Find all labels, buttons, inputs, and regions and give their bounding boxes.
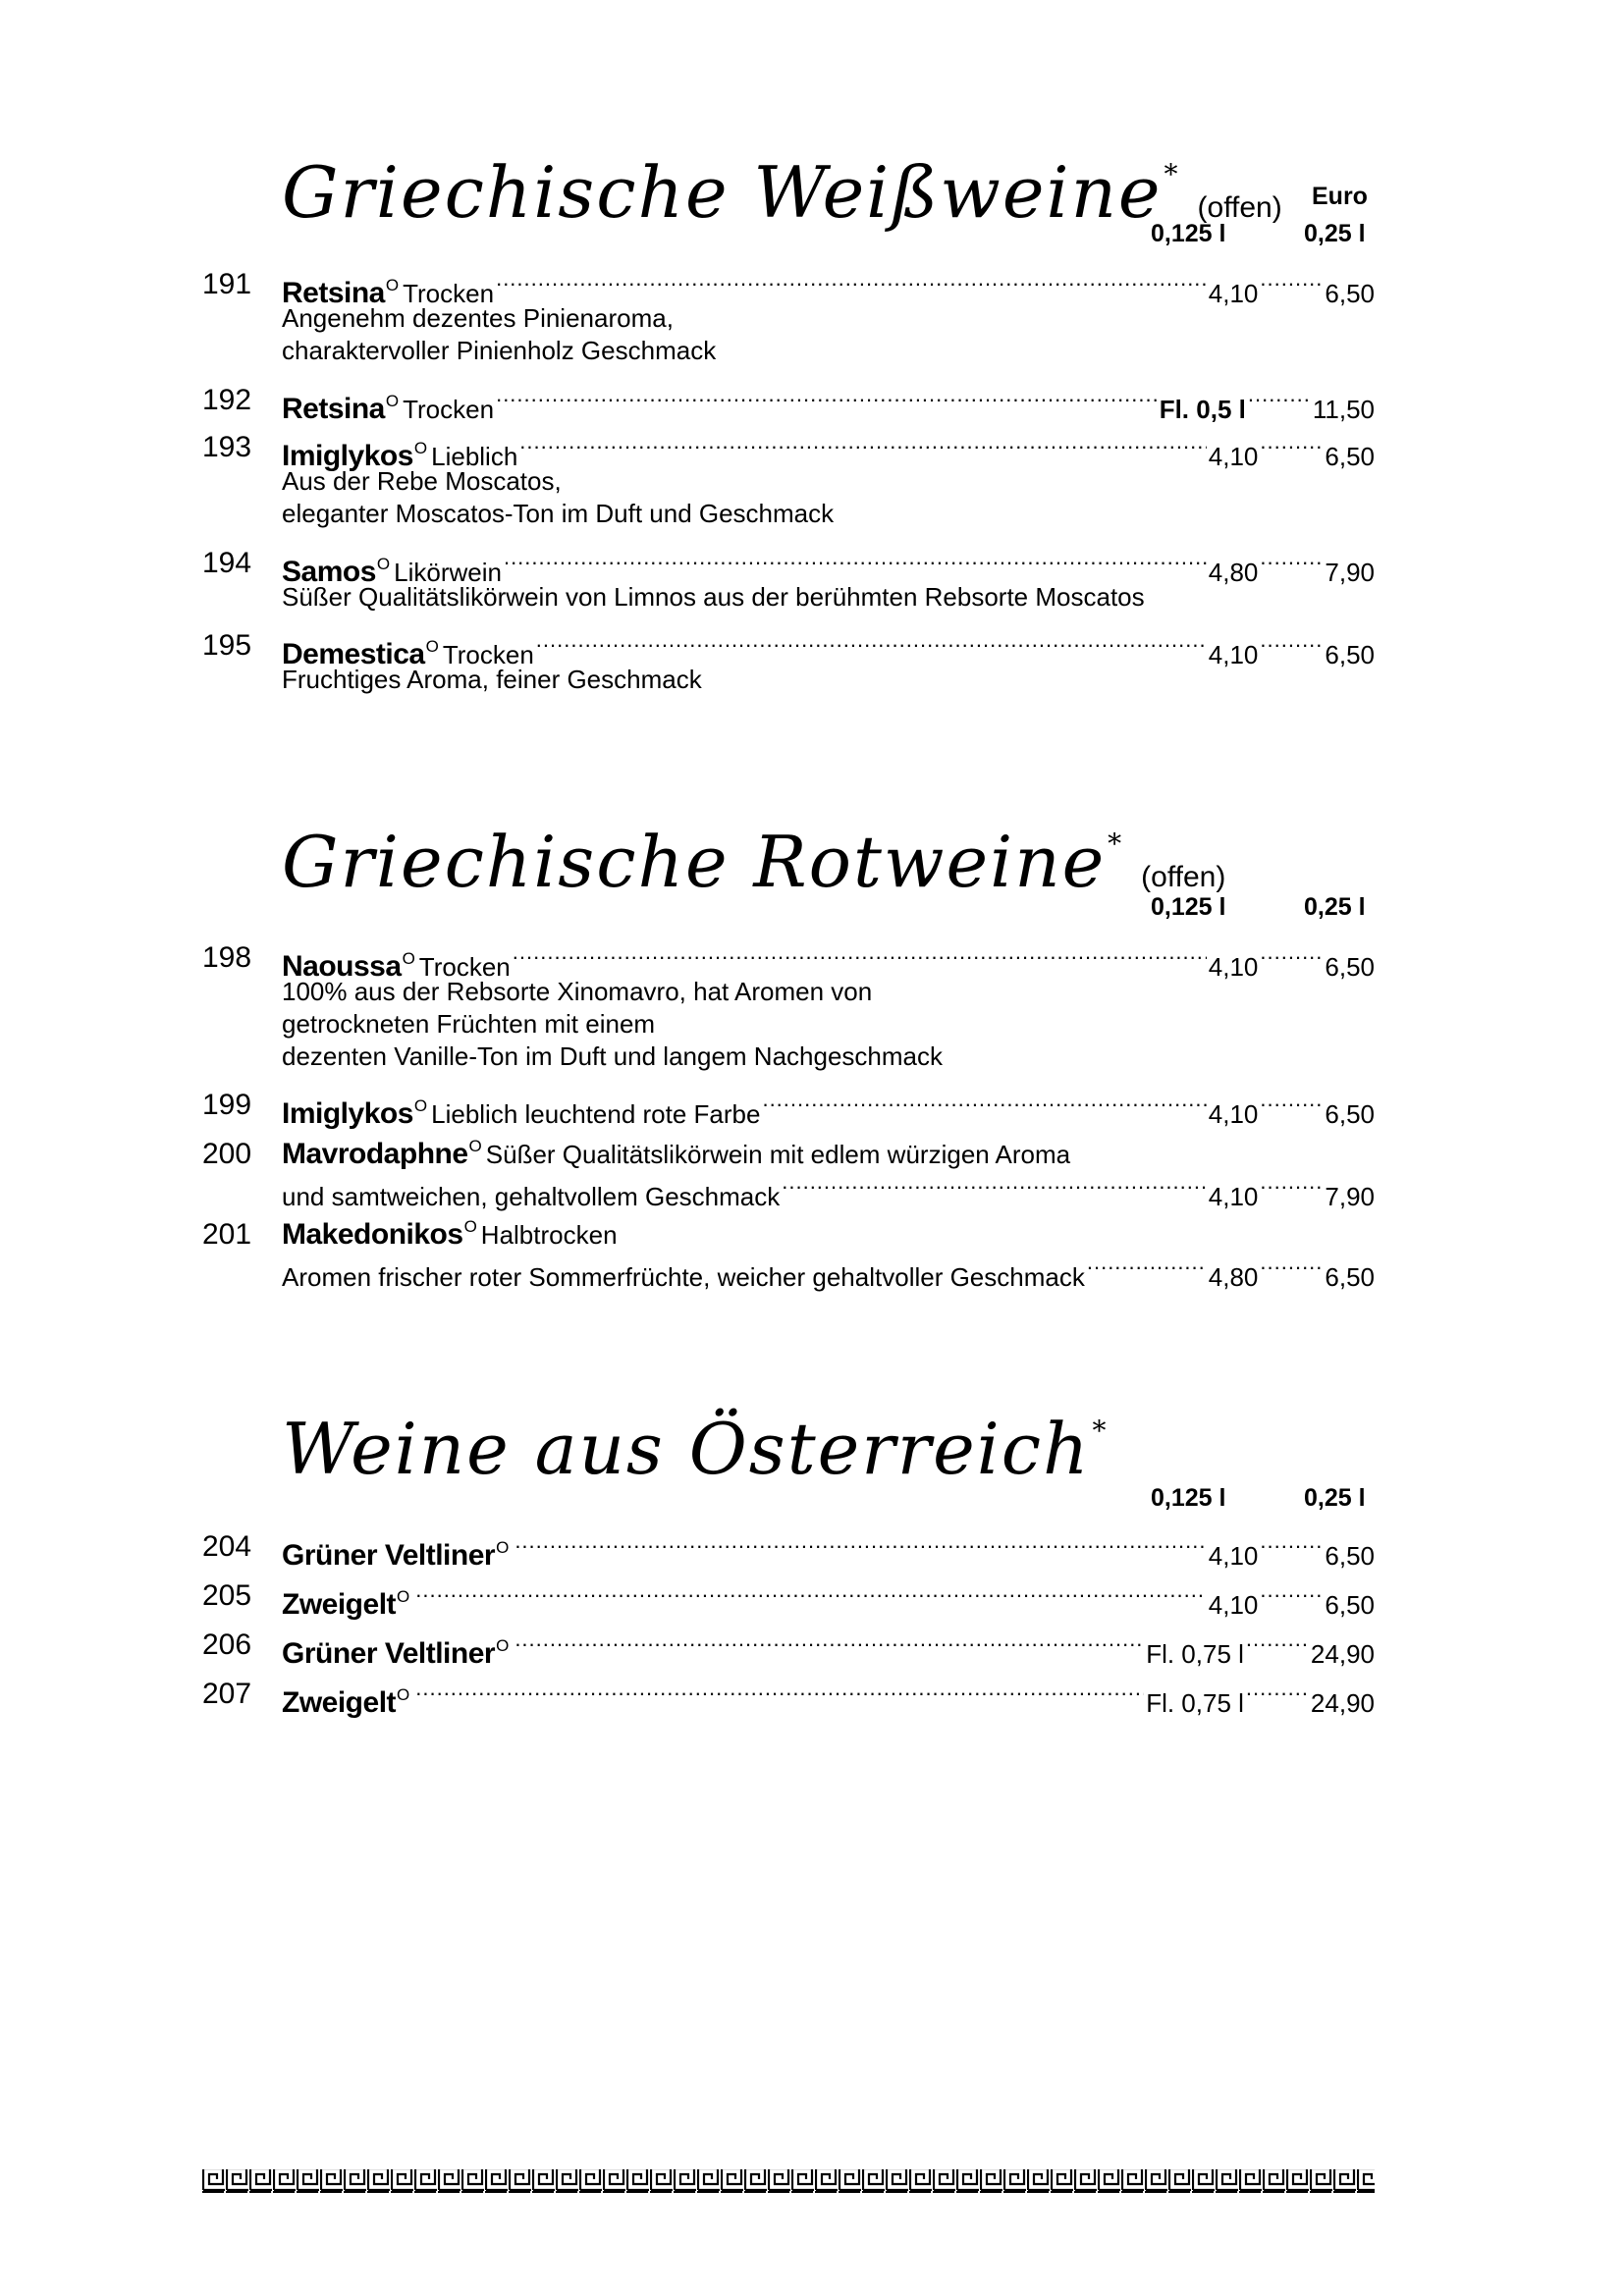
item-name: Demestica <box>282 638 425 670</box>
price-large: 6,50 <box>1325 442 1375 471</box>
item-number: 205 <box>202 1579 252 1612</box>
meander-pattern-icon <box>202 2167 1375 2197</box>
dot-leader <box>514 1529 1206 1565</box>
item-line <box>282 1578 1375 1627</box>
item-description: dezenten Vanille-Ton im Duft und langem Nachgeschmack <box>282 1041 943 1071</box>
item-quality: Lieblich leuchtend rote Farbe <box>431 1099 761 1129</box>
section-title <box>282 1408 1109 1490</box>
item-name: Grüner Veltliner <box>282 1637 496 1670</box>
price-large: 7,90 <box>1325 1182 1375 1211</box>
price-large: 7,90 <box>1325 558 1375 587</box>
item-quality: Trocken <box>403 279 495 308</box>
item-line <box>282 1088 1375 1136</box>
price-small: 4,10 <box>1208 279 1259 308</box>
item-number: 204 <box>202 1530 252 1563</box>
item-description: 100% aus der Rebsorte Xinomavro, hat Aromen von <box>282 977 873 1006</box>
allergen-ring-icon: O <box>413 1096 428 1115</box>
title-text: Griechische Weißweine <box>282 151 1163 234</box>
allergen-ring-icon: O <box>376 555 391 573</box>
price-large: 6,50 <box>1325 1590 1375 1620</box>
item-number: 207 <box>202 1678 252 1710</box>
item-number: 200 <box>202 1138 252 1170</box>
dot-leader <box>496 267 1207 302</box>
item-description: charaktervoller Pinienholz Geschmack <box>282 336 717 365</box>
allergen-ring-icon: O <box>397 1685 410 1704</box>
item-description: Fruchtiges Aroma, feiner Geschmack <box>282 665 702 694</box>
item-quality: Süßer Qualitätslikörwein mit edlem würzigen Aroma <box>485 1140 1071 1169</box>
allergen-ring-icon: O <box>402 949 415 968</box>
allergen-ring-icon: O <box>413 439 428 457</box>
dot-leader <box>514 1628 1144 1663</box>
title-text: Griechische Rotweine <box>282 821 1107 903</box>
item-name: Retsina <box>282 393 385 425</box>
price-bottle: 24,90 <box>1310 1688 1375 1718</box>
allergen-ring-icon: O <box>463 1217 477 1236</box>
allergen-ring-icon: O <box>385 392 400 410</box>
dot-leader <box>1260 1529 1323 1565</box>
column-header-small: 0,125 l <box>1151 1484 1226 1512</box>
dot-leader <box>1246 1628 1309 1663</box>
price-small: 4,10 <box>1208 1541 1259 1571</box>
price-large: 6,50 <box>1325 1541 1375 1571</box>
allergen-ring-icon: O <box>468 1137 482 1155</box>
dot-leader <box>504 546 1207 581</box>
dot-leader <box>1260 1578 1323 1614</box>
item-name: Mavrodaphne <box>282 1138 468 1170</box>
dot-leader <box>513 940 1207 976</box>
item-number: 191 <box>202 268 252 300</box>
item-description: Angenehm dezentes Pinienaroma, <box>282 303 674 333</box>
item-line-continued <box>282 1251 1375 1295</box>
item-number: 201 <box>202 1218 252 1251</box>
item-quality: Trocken <box>403 395 495 424</box>
price-small: 4,10 <box>1208 1099 1259 1129</box>
dot-leader <box>1260 1088 1323 1123</box>
allergen-ring-icon: O <box>385 276 400 294</box>
item-name: Retsina <box>282 277 385 309</box>
price-small: 4,80 <box>1208 558 1259 587</box>
dot-leader <box>1246 1677 1309 1712</box>
column-header-small: 0,125 l <box>1151 893 1226 921</box>
dot-leader <box>1260 1170 1323 1205</box>
greek-key-border <box>202 2167 1375 2197</box>
price-large: 6,50 <box>1325 279 1375 308</box>
item-line <box>282 1628 1375 1676</box>
item-name: Naoussa <box>282 950 402 983</box>
item-quality: Trocken <box>442 640 534 669</box>
price-large: 6,50 <box>1325 952 1375 982</box>
item-number: 192 <box>202 384 252 416</box>
dot-leader <box>1260 430 1323 465</box>
item-description: und samtweichen, gehaltvollem Geschmack <box>282 1182 781 1211</box>
title-suffix: (offen) <box>1141 861 1226 893</box>
item-name: Samos <box>282 556 376 588</box>
euro-header: Euro <box>1312 183 1368 210</box>
item-description: Süßer Qualitätslikörwein von Limnos aus der berühmten Rebsorte Moscatos <box>282 582 1145 612</box>
item-description: getrockneten Früchten mit einem <box>282 1009 656 1039</box>
title-star: * <box>1164 158 1180 190</box>
item-line-continued <box>282 1170 1375 1214</box>
dot-leader <box>519 430 1206 465</box>
dot-leader <box>1260 628 1323 664</box>
item-number: 198 <box>202 941 252 974</box>
bottle-size: Fl. 0,75 l <box>1146 1688 1244 1718</box>
column-header-large: 0,25 l <box>1304 220 1366 247</box>
item-number: 195 <box>202 629 252 662</box>
price-small: 4,10 <box>1208 640 1259 669</box>
dot-leader <box>1260 267 1323 302</box>
section-title <box>282 821 1226 903</box>
column-header-large: 0,25 l <box>1304 893 1366 921</box>
bottle-size: Fl. 0,75 l <box>1146 1639 1244 1669</box>
price-bottle: 11,50 <box>1312 395 1375 424</box>
dot-leader <box>415 1578 1207 1614</box>
item-quality: Halbtrocken <box>480 1220 618 1250</box>
item-name: Zweigelt <box>282 1588 397 1621</box>
dot-leader <box>1260 940 1323 976</box>
title-star: * <box>1108 828 1124 860</box>
item-name: Imiglykos <box>282 1097 413 1130</box>
title-star: * <box>1092 1415 1109 1447</box>
price-small: 4,10 <box>1208 442 1259 471</box>
dot-leader <box>1260 546 1323 581</box>
item-number: 194 <box>202 547 252 579</box>
item-number: 193 <box>202 431 252 463</box>
title-text: Weine aus Österreich <box>282 1408 1091 1490</box>
item-quality: Trocken <box>418 952 511 982</box>
price-small: 4,10 <box>1208 952 1259 982</box>
item-description: Aus der Rebe Moscatos, <box>282 466 562 496</box>
item-name: Zweigelt <box>282 1686 397 1719</box>
price-large: 6,50 <box>1325 1099 1375 1129</box>
dot-leader <box>1087 1251 1207 1286</box>
price-small: 4,10 <box>1208 1182 1259 1211</box>
item-line <box>282 1677 1375 1725</box>
item-quality: Likörwein <box>394 558 502 587</box>
item-name: Makedonikos <box>282 1218 463 1251</box>
column-header-small: 0,125 l <box>1151 220 1226 247</box>
dot-leader <box>536 628 1207 664</box>
price-bottle: 24,90 <box>1310 1639 1375 1669</box>
dot-leader <box>762 1088 1206 1123</box>
item-line <box>282 1529 1375 1577</box>
dot-leader <box>415 1677 1144 1712</box>
price-small: 4,10 <box>1208 1590 1259 1620</box>
dot-leader <box>782 1170 1207 1205</box>
item-number: 199 <box>202 1089 252 1121</box>
item-description: eleganter Moscatos-Ton im Duft und Geschmack <box>282 499 835 528</box>
allergen-ring-icon: O <box>397 1587 410 1606</box>
item-description: Aromen frischer roter Sommerfrüchte, weicher gehaltvoller Geschmack <box>282 1262 1085 1292</box>
allergen-ring-icon: O <box>496 1636 510 1655</box>
bottle-size: Fl. 0,5 l <box>1159 395 1246 424</box>
dot-leader <box>496 383 1158 418</box>
allergen-ring-icon: O <box>425 637 439 656</box>
item-quality: Lieblich <box>431 442 518 471</box>
item-line <box>282 383 1375 431</box>
column-header-large: 0,25 l <box>1304 1484 1366 1512</box>
item-name: Grüner Veltliner <box>282 1539 496 1572</box>
price-small: 4,80 <box>1208 1262 1259 1292</box>
item-number: 206 <box>202 1629 252 1661</box>
dot-leader <box>1260 1251 1323 1286</box>
title-suffix: (offen) <box>1197 191 1282 224</box>
price-large: 6,50 <box>1325 640 1375 669</box>
price-large: 6,50 <box>1325 1262 1375 1292</box>
allergen-ring-icon: O <box>496 1538 510 1557</box>
dot-leader <box>1248 383 1311 418</box>
item-name: Imiglykos <box>282 440 413 472</box>
